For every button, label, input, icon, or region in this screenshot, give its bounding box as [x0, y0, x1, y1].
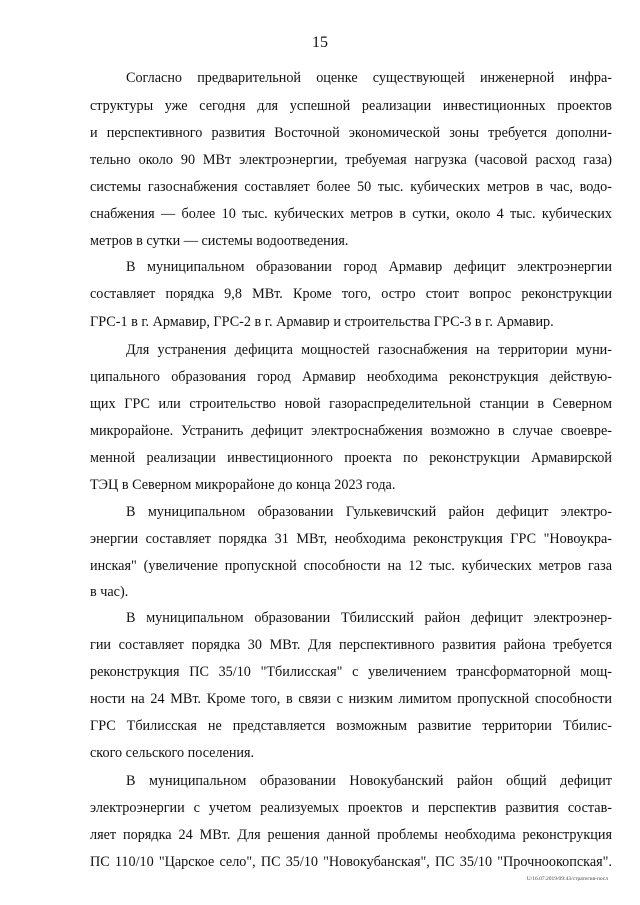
- text-line: реконструкция ПС 35/10 "Тбилисская" с увеличением трансформаторной мощ-: [90, 664, 612, 680]
- text-line: В муниципальном образовании город Армавир дефицит электроэнергии: [126, 259, 612, 275]
- text-line: микрорайоне. Устранить дефицит электроснабжения возможно в случае своевре-: [90, 423, 612, 439]
- text-line: ГРС Тбилисская не представляется возможным развитие территории Тбилис-: [90, 718, 612, 734]
- text-line: и перспективного развития Восточной экономической зоны требуется дополни-: [90, 125, 612, 141]
- text-line: ТЭЦ в Северном микрорайоне до конца 2023 года.: [90, 477, 396, 493]
- text-line: В муниципальном образовании Тбилисский район дефицит электроэнер-: [126, 610, 612, 626]
- text-line: системы газоснабжения составляет более 50 тыс. кубических метров в час, водо-: [90, 179, 612, 195]
- text-line: Для устранения дефицита мощностей газоснабжения на территории муни-: [126, 342, 612, 358]
- text-line: в час).: [90, 584, 129, 600]
- text-line: ского сельского поселения.: [90, 745, 255, 761]
- text-line: тельно около 90 МВт электроэнергии, требуемая нагрузка (часовой расход газа): [90, 152, 612, 168]
- text-line: Согласно предварительной оценке существующей инженерной инфра-: [126, 70, 612, 86]
- text-line: ляет порядка 24 МВт. Для решения данной проблемы необходима реконструкция: [90, 827, 612, 843]
- text-line: энергии составляет порядка 31 МВт, необходима реконструкция ГРС "Новоукра-: [90, 531, 612, 547]
- text-line: гии составляет порядка 30 МВт. Для перспективного развития района требуется: [90, 637, 612, 653]
- page-number: 15: [312, 34, 328, 51]
- text-line: составляет порядка 9,8 МВт. Кроме того, остро стоит вопрос реконструкции: [90, 286, 612, 302]
- footer-code: U/16.07.2019/09:43/стратегия-посл: [526, 876, 608, 882]
- text-line: ципального образования город Армавир необходима реконструкция действую-: [90, 369, 612, 385]
- text-line: инская" (увеличение пропускной способности на 12 тыс. кубических метров газа: [90, 558, 612, 574]
- text-line: метров в сутки — системы водоотведения.: [90, 233, 349, 249]
- text-line: В муниципальном образовании Гулькевичский район дефицит электро-: [126, 504, 612, 520]
- text-line: менной реализации инвестиционного проекта по реконструкции Армавирской: [90, 450, 612, 466]
- text-line: электроэнергии с учетом реализуемых проектов и перспектив развития состав-: [90, 800, 612, 816]
- text-line: ПС 110/10 "Царское село", ПС 35/10 "Новокубанская", ПС 35/10 "Прочноокопская".: [90, 854, 612, 870]
- text-line: щих ГРС или строительство новой газораспределительной станции в Северном: [90, 396, 612, 412]
- text-line: ности на 24 МВт. Кроме того, в связи с низким лимитом пропускной способности: [90, 691, 612, 707]
- text-line: снабжения — более 10 тыс. кубических метров в сутки, около 4 тыс. кубических: [90, 206, 612, 222]
- text-line: ГРС-1 в г. Армавир, ГРС-2 в г. Армавир и строительства ГРС-3 в г. Армавир.: [90, 314, 554, 330]
- text-line: В муниципальном образовании Новокубанский район общий дефицит: [126, 773, 612, 789]
- text-line: структуры уже сегодня для успешной реализации инвестиционных проектов: [90, 98, 612, 114]
